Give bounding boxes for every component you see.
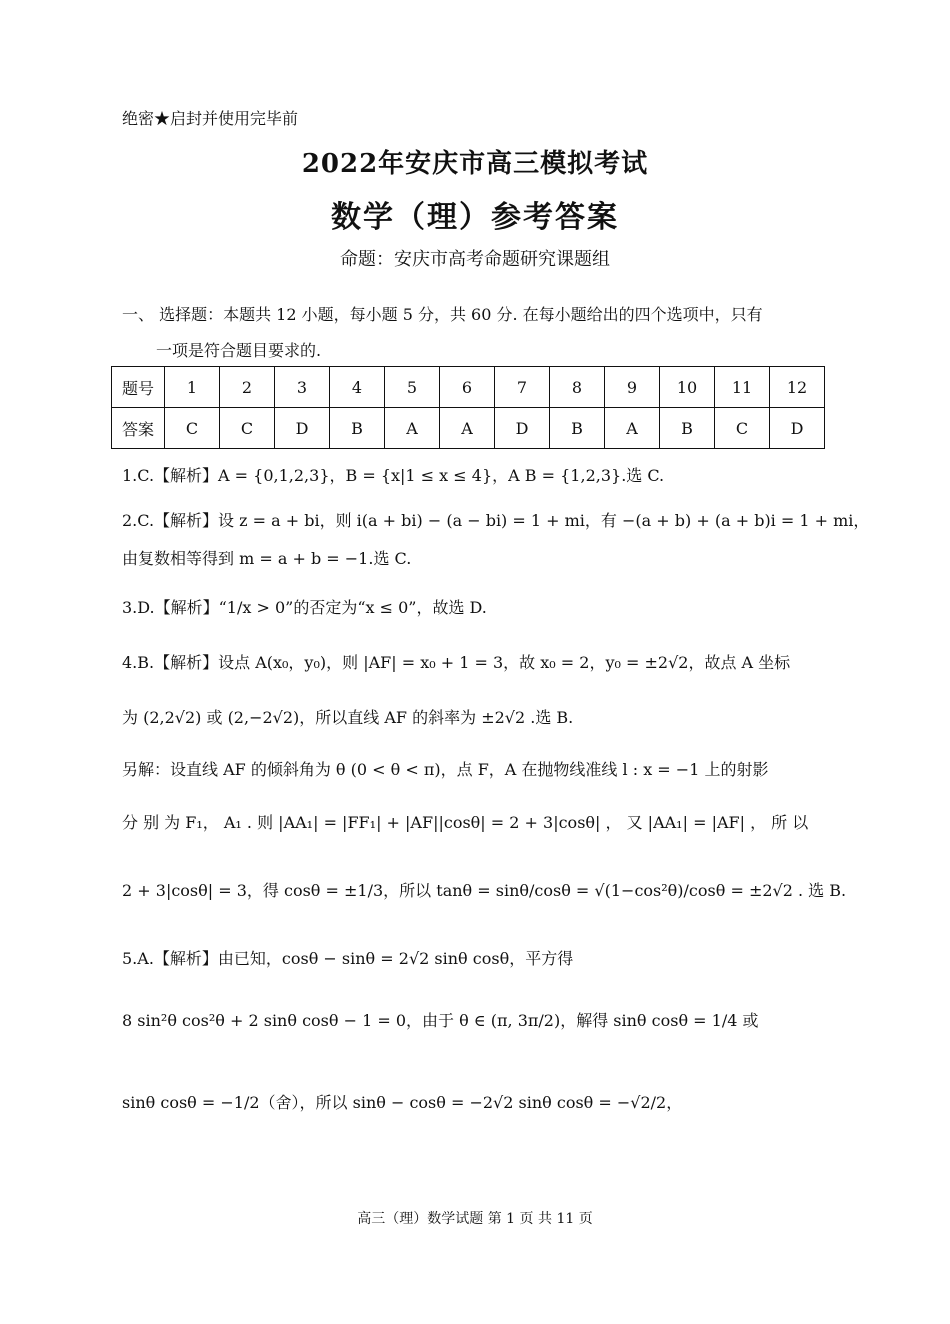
answer-cell: B	[660, 408, 715, 449]
question-number: 10	[660, 367, 715, 408]
solution-q2-line2: 由复数相等得到 m = a + b = −1.选 C.	[122, 549, 412, 568]
solution-q1: 1.C.【解析】A = {0,1,2,3}，B = {x|1 ≤ x ≤ 4}，A B = {1,2,3}.选 C.	[122, 466, 665, 485]
answer-cell: A	[385, 408, 440, 449]
question-number: 2	[220, 367, 275, 408]
answer-cell: C	[715, 408, 770, 449]
answer-cell: D	[770, 408, 825, 449]
page-footer: 高三（理）数学试题 第 1 页 共 11 页	[357, 1211, 593, 1227]
confidential-notice: 绝密★启封并使用完毕前	[122, 109, 299, 128]
answer-cell: A	[605, 408, 660, 449]
question-number: 8	[550, 367, 605, 408]
section-instructions	[122, 297, 842, 369]
answer-cell: B	[550, 408, 605, 449]
solution-q2-line1: 2.C.【解析】设 z = a + bi，则 i(a + bi) − (a − bi) = 1 + mi，有 −(a + b) + (a + b)i = 1 + mi，	[122, 511, 870, 530]
solution-q4-line2: 为 (2,2√2) 或 (2,−2√2)，所以直线 AF 的斜率为 ±2√2 .选 B.	[122, 708, 574, 727]
answer-row	[112, 408, 825, 449]
question-number: 4	[330, 367, 385, 408]
answer-cell: B	[330, 408, 385, 449]
answer-key-title: 数学（理）参考答案	[331, 200, 619, 235]
question-number: 6	[440, 367, 495, 408]
solution-q3: 3.D.【解析】“1/x > 0”的否定为“x ≤ 0”，故选 D.	[122, 598, 487, 617]
answer-cell: D	[275, 408, 330, 449]
solution-q4-alt-line1: 另解：设直线 AF 的倾斜角为 θ (0 < θ < π)，点 F，A 在抛物线准线 l : x = −1 上的射影	[122, 760, 769, 779]
solution-q4-alt-line3: 2 + 3|cosθ| = 3，得 cosθ = ±1/3，所以 tanθ = sinθ/cosθ = √(1−cos²θ)/cosθ = ±2√2 . 选 B.	[122, 881, 847, 900]
question-number: 9	[605, 367, 660, 408]
question-number-row	[112, 367, 825, 408]
row-label-answer: 答案	[112, 408, 165, 449]
section-line-1: 一、 选择题：本题共 12 小题，每小题 5 分，共 60 分. 在每小题给出的四个选项中，只有	[122, 305, 763, 324]
question-number: 7	[495, 367, 550, 408]
question-number: 5	[385, 367, 440, 408]
solution-q5-line3: sinθ cosθ = −1/2（舍），所以 sinθ − cosθ = −2√2 sinθ cosθ = −√2/2，	[122, 1093, 683, 1112]
row-label-number: 题号	[112, 367, 165, 408]
answer-cell: C	[220, 408, 275, 449]
solution-q5-line2: 8 sin²θ cos²θ + 2 sinθ cosθ − 1 = 0，由于 θ ∈ (π, 3π/2)，解得 sinθ cosθ = 1/4 或	[122, 1011, 759, 1030]
question-number: 11	[715, 367, 770, 408]
answer-cell: C	[165, 408, 220, 449]
question-number: 3	[275, 367, 330, 408]
solution-q4-alt-line2: 分 别 为 F₁， A₁ . 则 |AA₁| = |FF₁| + |AF||cosθ| = 2 + 3|cosθ| ， 又 |AA₁| = |AF| ， 所 以	[122, 813, 809, 832]
section-line-2: 一项是符合题目要求的.	[156, 341, 322, 360]
solution-q4-line1: 4.B.【解析】设点 A(x₀，y₀)，则 |AF| = x₀ + 1 = 3，故 x₀ = 2，y₀ = ±2√2，故点 A 坐标	[122, 653, 791, 672]
answer-cell: A	[440, 408, 495, 449]
question-number: 12	[770, 367, 825, 408]
solution-q5-line1: 5.A.【解析】由已知，cosθ − sinθ = 2√2 sinθ cosθ，平方得	[122, 949, 574, 968]
author-line: 命题：安庆市高考命题研究课题组	[340, 249, 610, 270]
question-number: 1	[165, 367, 220, 408]
answer-table	[111, 366, 825, 449]
exam-title: 2022年安庆市高三模拟考试	[301, 149, 649, 179]
answer-cell: D	[495, 408, 550, 449]
